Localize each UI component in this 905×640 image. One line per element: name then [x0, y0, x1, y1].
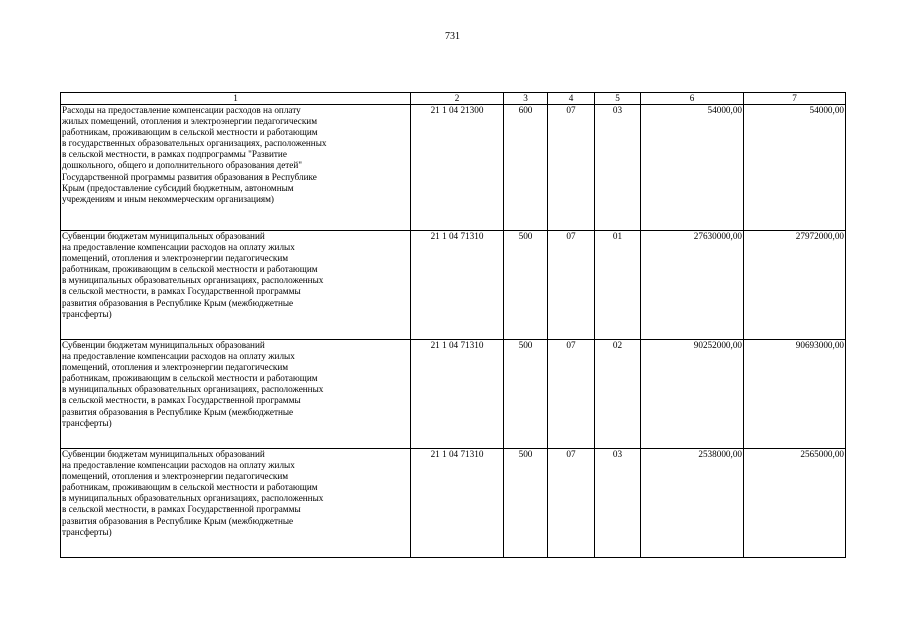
row-expense-type-code: 500 — [504, 340, 548, 449]
table-row — [61, 105, 846, 231]
column-header-6: 6 — [641, 93, 744, 105]
row-amount-col7: 2565000,00 — [744, 449, 846, 558]
row-subsection-code: 01 — [595, 231, 641, 340]
column-header-7: 7 — [744, 93, 846, 105]
row-expense-type-code: 500 — [504, 231, 548, 340]
header-row — [61, 93, 846, 105]
row-expense-type-code: 600 — [504, 105, 548, 231]
row-classification-code: 21 1 04 71310 — [411, 449, 504, 558]
column-header-2: 2 — [411, 93, 504, 105]
row-expense-type-code: 500 — [504, 449, 548, 558]
row-classification-code: 21 1 04 71310 — [411, 340, 504, 449]
row-amount-col6: 27630000,00 — [641, 231, 744, 340]
column-header-1: 1 — [61, 93, 411, 105]
row-subsection-code: 03 — [595, 105, 641, 231]
table-row — [61, 231, 846, 340]
row-section-code: 07 — [548, 449, 595, 558]
row-description: Субвенции бюджетам муниципальных образований на предоставление компенсации расходов на оплату жилых помещений, отопления и электроэнергии педагогическим работникам, проживающим в сельской местности и работающим в муниципальных образовательных организациях, расположенных в сельской местности, в рамках Государственной программы развития образования в Республике Крым (межбюджетные трансферты) — [61, 231, 411, 340]
row-description: Субвенции бюджетам муниципальных образований на предоставление компенсации расходов на оплату жилых помещений, отопления и электроэнергии педагогическим работникам, проживающим в сельской местности и работающим в муниципальных образовательных организациях, расположенных в сельской местности, в рамках Государственной программы развития образования в Республике Крым (межбюджетные трансферты) — [61, 340, 411, 449]
row-amount-col6: 54000,00 — [641, 105, 744, 231]
column-header-3: 3 — [504, 93, 548, 105]
row-amount-col7: 54000,00 — [744, 105, 846, 231]
row-subsection-code: 03 — [595, 449, 641, 558]
row-amount-col6: 90252000,00 — [641, 340, 744, 449]
row-section-code: 07 — [548, 105, 595, 231]
column-header-4: 4 — [548, 93, 595, 105]
row-section-code: 07 — [548, 231, 595, 340]
table-row — [61, 340, 846, 449]
row-amount-col7: 27972000,00 — [744, 231, 846, 340]
row-classification-code: 21 1 04 21300 — [411, 105, 504, 231]
row-subsection-code: 02 — [595, 340, 641, 449]
row-description: Субвенции бюджетам муниципальных образований на предоставление компенсации расходов на оплату жилых помещений, отопления и электроэнергии педагогическим работникам, проживающим в сельской местности и работающим в муниципальных образовательных организациях, расположенных в сельской местности, в рамках Государственной программы развития образования в Республике Крым (межбюджетные трансферты) — [61, 449, 411, 558]
page-number: 731 — [445, 31, 460, 42]
column-header-5: 5 — [595, 93, 641, 105]
row-amount-col7: 90693000,00 — [744, 340, 846, 449]
row-classification-code: 21 1 04 71310 — [411, 231, 504, 340]
row-description: Расходы на предоставление компенсации расходов на оплату жилых помещений, отопления и электроэнергии педагогическим работникам, проживающим в сельской местности и работающим в государственных образовательных организациях, расположенных в сельской местности, в рамках подпрограммы "Развитие дошкольного, общего и дополнительного образования детей" Государственной программы развития образования в Республике Крым (предоставление субсидий бюджетным, автономным учреждениям и иным некоммерческим организациям) — [61, 105, 411, 231]
table-row — [61, 449, 846, 558]
budget-table — [60, 92, 846, 558]
row-section-code: 07 — [548, 340, 595, 449]
row-amount-col6: 2538000,00 — [641, 449, 744, 558]
